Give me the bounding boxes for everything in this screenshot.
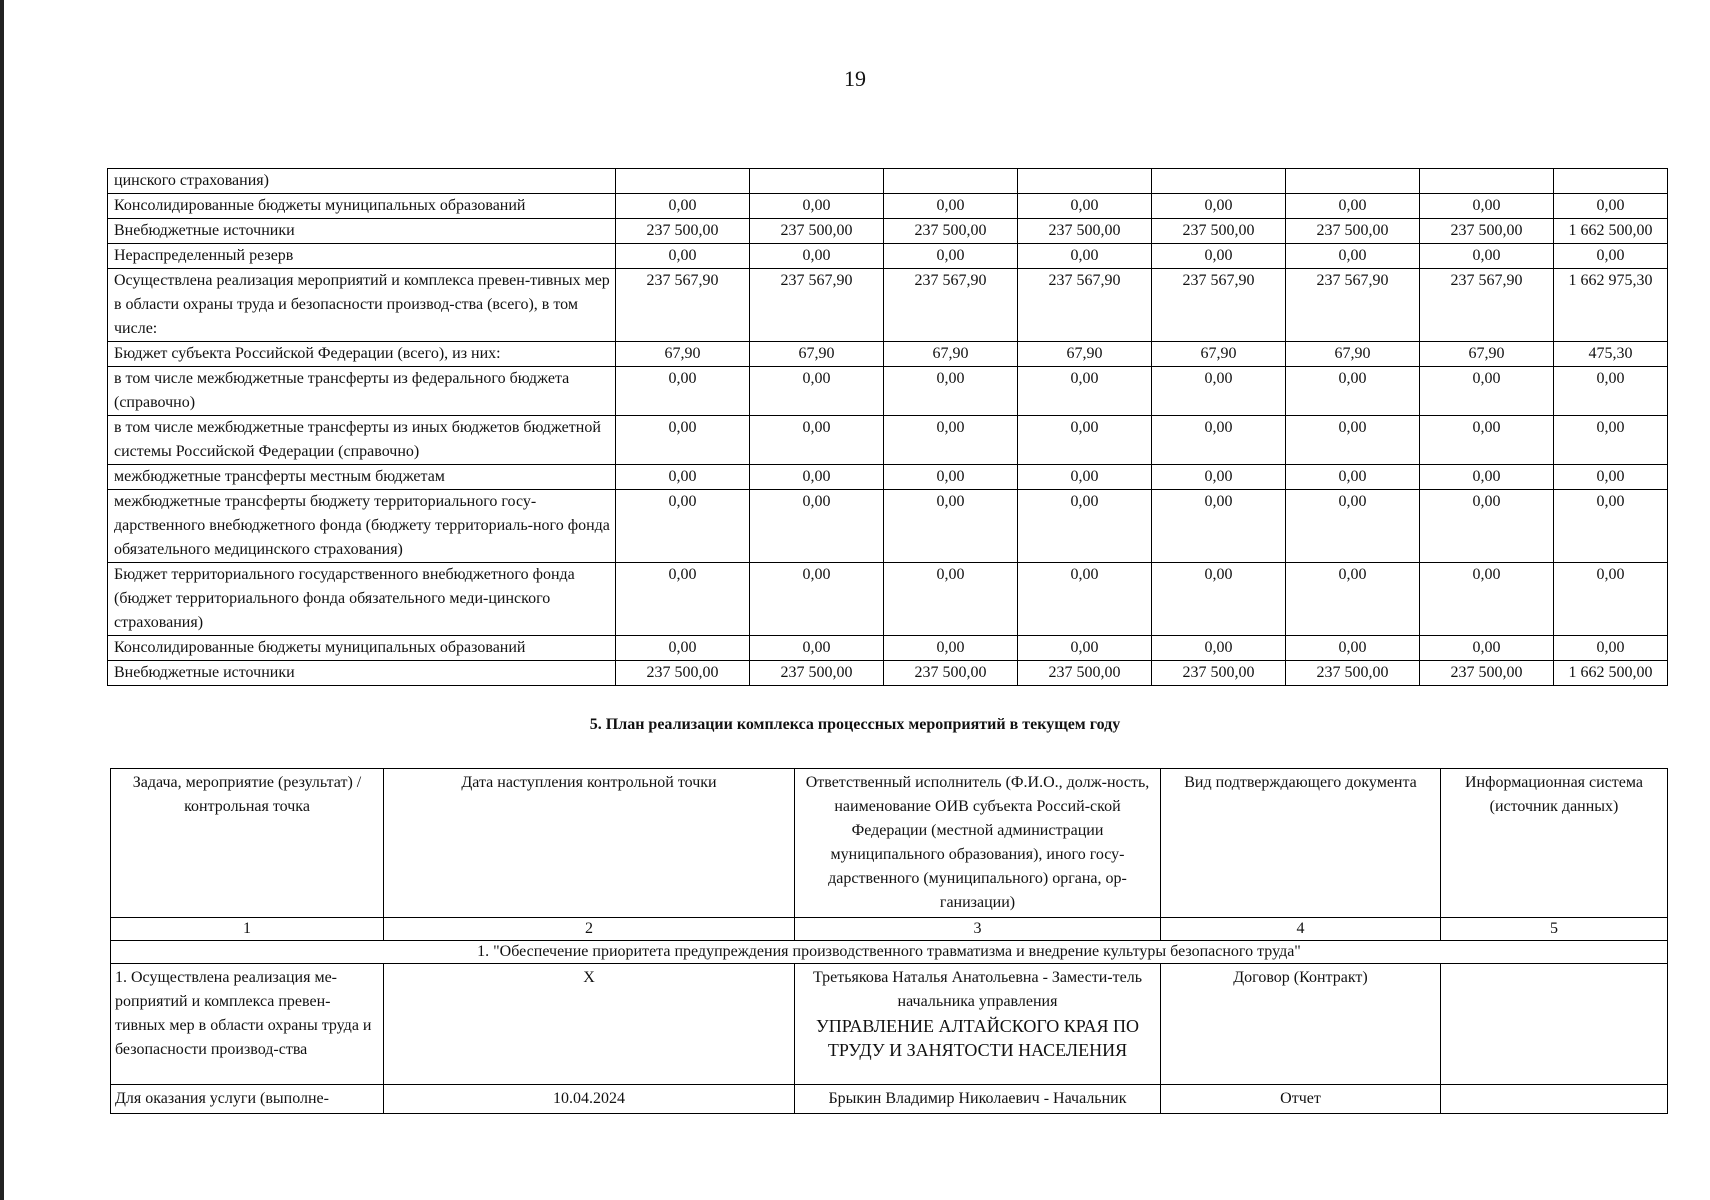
- budget-value-cell: 0,00: [1554, 367, 1668, 416]
- system-cell: [1441, 1085, 1668, 1114]
- budget-value-cell: 237 500,00: [1018, 661, 1152, 686]
- budget-value-cell: 0,00: [1152, 636, 1286, 661]
- budget-value-cell: 0,00: [1152, 416, 1286, 465]
- budget-value-cell: 1 662 500,00: [1554, 661, 1668, 686]
- budget-value-cell: 237 567,90: [616, 269, 750, 342]
- budget-value-cell: 0,00: [616, 367, 750, 416]
- budget-row: [108, 219, 1668, 244]
- budget-value-cell: 0,00: [1554, 416, 1668, 465]
- date-cell: X: [384, 964, 795, 1085]
- budget-value-cell: 237 500,00: [1152, 661, 1286, 686]
- budget-value-cell: 0,00: [1286, 490, 1420, 563]
- budget-value-cell: 0,00: [1420, 367, 1554, 416]
- budget-value-cell: 0,00: [884, 416, 1018, 465]
- budget-value-cell: 0,00: [1018, 367, 1152, 416]
- budget-row-label: Бюджет территориального государственного внебюджетного фонда (бюджет территориального фонда обязательного меди-цинского страхования): [108, 563, 616, 636]
- budget-value-cell: [1420, 169, 1554, 194]
- page-number: 19: [844, 66, 866, 91]
- budget-value-cell: 0,00: [1286, 416, 1420, 465]
- group-title: 1. "Обеспечение приоритета предупреждения производственного травматизма и внедрение культуры безопасного труда": [111, 941, 1668, 964]
- budget-row-label: Внебюджетные источники: [108, 219, 616, 244]
- date-cell: 10.04.2024: [384, 1085, 795, 1114]
- budget-row: [108, 367, 1668, 416]
- column-numbers-row: [111, 918, 1668, 941]
- budget-value-cell: 0,00: [884, 490, 1018, 563]
- header-task: Задача, мероприятие (результат) / контрольная точка: [111, 769, 384, 918]
- column-number: 4: [1161, 918, 1441, 941]
- budget-value-cell: 0,00: [884, 636, 1018, 661]
- budget-value-cell: 0,00: [750, 416, 884, 465]
- budget-value-cell: 0,00: [884, 367, 1018, 416]
- budget-value-cell: 0,00: [1420, 465, 1554, 490]
- budget-value-cell: 237 500,00: [1018, 219, 1152, 244]
- budget-value-cell: 0,00: [1152, 490, 1286, 563]
- budget-value-cell: 0,00: [1420, 636, 1554, 661]
- budget-value-cell: 0,00: [1152, 465, 1286, 490]
- budget-value-cell: 67,90: [750, 342, 884, 367]
- budget-value-cell: 0,00: [1018, 563, 1152, 636]
- header-executor: Ответственный исполнитель (Ф.И.О., долж-ность, наименование ОИВ субъекта Россий-ской Федерации (местной администрации муниципального образования), иного госу-дарственного (муниципального) органа, ор-ганизации): [795, 769, 1161, 918]
- budget-value-cell: 237 567,90: [1286, 269, 1420, 342]
- budget-value-cell: 475,30: [1554, 342, 1668, 367]
- budget-row: [108, 194, 1668, 219]
- budget-value-cell: 237 567,90: [1420, 269, 1554, 342]
- executor-cell: [795, 1085, 1161, 1114]
- column-number: 1: [111, 918, 384, 941]
- budget-row-label: Бюджет субъекта Российской Федерации (всего), из них:: [108, 342, 616, 367]
- budget-value-cell: 0,00: [616, 416, 750, 465]
- scan-edge-shadow: [0, 0, 4, 1200]
- budget-value-cell: 0,00: [1554, 465, 1668, 490]
- budget-value-cell: 237 500,00: [884, 219, 1018, 244]
- budget-value-cell: 0,00: [1420, 563, 1554, 636]
- group-row: [111, 941, 1668, 964]
- budget-value-cell: 0,00: [1286, 563, 1420, 636]
- budget-value-cell: 0,00: [1554, 636, 1668, 661]
- budget-value-cell: 0,00: [1420, 416, 1554, 465]
- plan-row: [111, 1085, 1668, 1114]
- budget-value-cell: 237 567,90: [1152, 269, 1286, 342]
- budget-value-cell: 0,00: [1152, 244, 1286, 269]
- budget-value-cell: 0,00: [616, 636, 750, 661]
- budget-value-cell: 0,00: [616, 194, 750, 219]
- budget-value-cell: 237 500,00: [1286, 219, 1420, 244]
- section-title: 5. План реализации комплекса процессных мероприятий в текущем году: [589, 716, 1121, 733]
- budget-value-cell: 237 500,00: [750, 219, 884, 244]
- budget-value-cell: 67,90: [1018, 342, 1152, 367]
- budget-value-cell: 0,00: [1554, 194, 1668, 219]
- budget-value-cell: 237 567,90: [884, 269, 1018, 342]
- budget-value-cell: [750, 169, 884, 194]
- budget-value-cell: 0,00: [1018, 465, 1152, 490]
- budget-value-cell: 0,00: [1420, 194, 1554, 219]
- document-cell: Отчет: [1161, 1085, 1441, 1114]
- budget-value-cell: [1018, 169, 1152, 194]
- budget-value-cell: 0,00: [1018, 194, 1152, 219]
- budget-row: [108, 416, 1668, 465]
- budget-value-cell: 0,00: [750, 636, 884, 661]
- budget-value-cell: [884, 169, 1018, 194]
- budget-value-cell: 237 567,90: [1018, 269, 1152, 342]
- budget-value-cell: 0,00: [1286, 636, 1420, 661]
- budget-row: [108, 342, 1668, 367]
- budget-value-cell: 0,00: [884, 244, 1018, 269]
- budget-value-cell: 0,00: [750, 563, 884, 636]
- plan-header-row: [111, 769, 1668, 918]
- budget-value-cell: 0,00: [1554, 563, 1668, 636]
- budget-value-cell: 0,00: [1018, 490, 1152, 563]
- budget-value-cell: 0,00: [1286, 194, 1420, 219]
- budget-value-cell: 0,00: [1420, 490, 1554, 563]
- budget-value-cell: 1 662 500,00: [1554, 219, 1668, 244]
- budget-value-cell: 0,00: [750, 367, 884, 416]
- task-cell: Для оказания услуги (выполне-: [111, 1085, 384, 1114]
- budget-value-cell: 237 500,00: [616, 661, 750, 686]
- budget-value-cell: 0,00: [1152, 367, 1286, 416]
- budget-value-cell: 0,00: [1286, 244, 1420, 269]
- budget-row: [108, 269, 1668, 342]
- document-cell: Договор (Контракт): [1161, 964, 1441, 1085]
- column-number: 2: [384, 918, 795, 941]
- budget-table: [107, 168, 1668, 686]
- budget-value-cell: 0,00: [1286, 465, 1420, 490]
- task-cell: 1. Осуществлена реализация ме-роприятий и комплекса превен-тивных мер в области охраны труда и безопасности производ-ства: [111, 964, 384, 1085]
- budget-row: [108, 169, 1668, 194]
- budget-row-label: Внебюджетные источники: [108, 661, 616, 686]
- executor-cell: [795, 964, 1161, 1085]
- budget-row: [108, 636, 1668, 661]
- budget-row: [108, 490, 1668, 563]
- budget-row: [108, 563, 1668, 636]
- budget-value-cell: 0,00: [1152, 194, 1286, 219]
- budget-row-label: Консолидированные бюджеты муниципальных образований: [108, 636, 616, 661]
- budget-value-cell: 1 662 975,30: [1554, 269, 1668, 342]
- budget-row-label: Нераспределенный резерв: [108, 244, 616, 269]
- budget-value-cell: 67,90: [1286, 342, 1420, 367]
- budget-row-label: цинского страхования): [108, 169, 616, 194]
- budget-value-cell: 237 500,00: [1420, 219, 1554, 244]
- plan-row: [111, 964, 1668, 1085]
- budget-row-label: в том числе межбюджетные трансферты из федерального бюджета (справочно): [108, 367, 616, 416]
- budget-value-cell: 67,90: [616, 342, 750, 367]
- budget-value-cell: 0,00: [884, 465, 1018, 490]
- budget-value-cell: 0,00: [1554, 244, 1668, 269]
- budget-value-cell: 0,00: [1018, 416, 1152, 465]
- budget-value-cell: 0,00: [750, 465, 884, 490]
- budget-value-cell: 67,90: [884, 342, 1018, 367]
- budget-value-cell: 237 567,90: [750, 269, 884, 342]
- budget-row-label: межбюджетные трансферты бюджету территориального госу-дарственного внебюджетного фонда (бюджету территориаль-ного фонда обязательного медицинского страхования): [108, 490, 616, 563]
- budget-value-cell: 0,00: [1152, 563, 1286, 636]
- budget-value-cell: 0,00: [750, 194, 884, 219]
- budget-value-cell: 0,00: [750, 244, 884, 269]
- budget-value-cell: 237 500,00: [884, 661, 1018, 686]
- budget-row-label: Осуществлена реализация мероприятий и комплекса превен-тивных мер в области охраны труда и безопасности производ-ства (всего), в том числе:: [108, 269, 616, 342]
- budget-value-cell: 67,90: [1152, 342, 1286, 367]
- budget-value-cell: 0,00: [616, 465, 750, 490]
- system-cell: [1441, 964, 1668, 1085]
- budget-row: [108, 465, 1668, 490]
- budget-value-cell: 237 500,00: [750, 661, 884, 686]
- header-system: Информационная система (источник данных): [1441, 769, 1668, 918]
- budget-value-cell: 0,00: [616, 563, 750, 636]
- header-date: Дата наступления контрольной точки: [384, 769, 795, 918]
- budget-value-cell: 0,00: [616, 490, 750, 563]
- budget-value-cell: 0,00: [1018, 244, 1152, 269]
- executor-name: Брыкин Владимир Николаевич - Начальник: [828, 1090, 1127, 1107]
- budget-value-cell: 0,00: [1286, 367, 1420, 416]
- budget-row: [108, 661, 1668, 686]
- budget-value-cell: 0,00: [1554, 490, 1668, 563]
- budget-value-cell: 0,00: [1420, 244, 1554, 269]
- budget-row: [108, 244, 1668, 269]
- budget-value-cell: [616, 169, 750, 194]
- budget-value-cell: 0,00: [884, 563, 1018, 636]
- plan-table: [110, 768, 1668, 1114]
- column-number: 3: [795, 918, 1161, 941]
- budget-row-label: в том числе межбюджетные трансферты из иных бюджетов бюджетной системы Российской Федерации (справочно): [108, 416, 616, 465]
- budget-value-cell: 0,00: [616, 244, 750, 269]
- budget-value-cell: [1554, 169, 1668, 194]
- budget-row-label: Консолидированные бюджеты муниципальных образований: [108, 194, 616, 219]
- budget-value-cell: 237 500,00: [1286, 661, 1420, 686]
- budget-value-cell: [1286, 169, 1420, 194]
- budget-value-cell: 0,00: [884, 194, 1018, 219]
- header-document: Вид подтверждающего документа: [1161, 769, 1441, 918]
- budget-value-cell: 67,90: [1420, 342, 1554, 367]
- budget-value-cell: [1152, 169, 1286, 194]
- budget-value-cell: 0,00: [1018, 636, 1152, 661]
- budget-value-cell: 237 500,00: [1152, 219, 1286, 244]
- budget-row-label: межбюджетные трансферты местным бюджетам: [108, 465, 616, 490]
- budget-value-cell: 237 500,00: [1420, 661, 1554, 686]
- budget-value-cell: 237 500,00: [616, 219, 750, 244]
- executor-organization: УПРАВЛЕНИЕ АЛТАЙСКОГО КРАЯ ПО ТРУДУ И ЗАНЯТОСТИ НАСЕЛЕНИЯ: [815, 1016, 1139, 1060]
- budget-value-cell: 0,00: [750, 490, 884, 563]
- column-number: 5: [1441, 918, 1668, 941]
- executor-name: Третьякова Наталья Анатольевна - Замести-тель начальника управления: [812, 969, 1143, 1010]
